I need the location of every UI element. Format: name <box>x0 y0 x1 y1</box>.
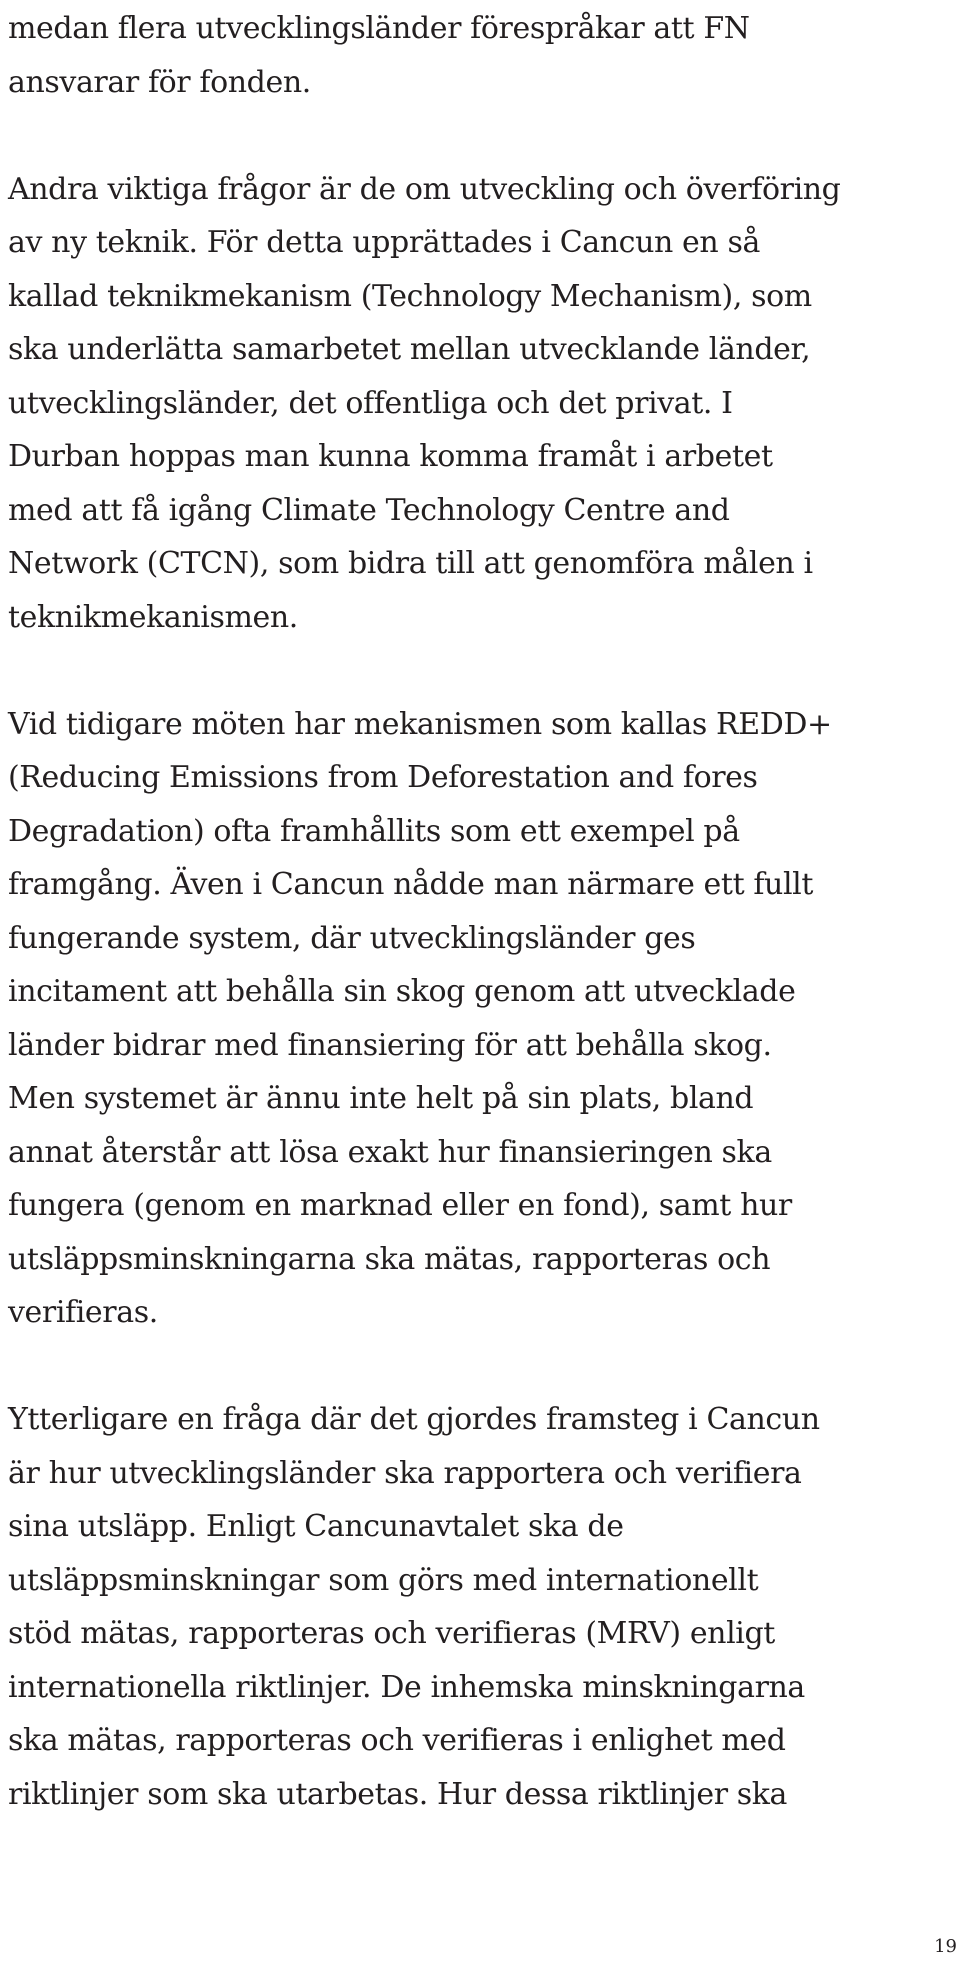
text-line: fungerande system, där utvecklingsländer ges <box>8 920 696 956</box>
text-line: av ny teknik. För detta upprättades i Cancun en så <box>8 225 760 260</box>
paragraph-gap <box>8 644 841 698</box>
text-line: ansvarar för fonden. <box>8 64 311 100</box>
paragraph-gap <box>8 109 841 163</box>
text-line: riktlinjer som ska utarbetas. Hur dessa riktlinjer ska <box>8 1776 788 1812</box>
text-line: fungera (genom en marknad eller en fond), samt hur <box>8 1188 792 1223</box>
text-line: Durban hoppas man kunna komma framåt i arbetet <box>8 439 773 474</box>
text-line: Men systemet är ännu inte helt på sin plats, bland <box>8 1081 754 1116</box>
text-line: Network (CTCN), som bidra till att genomföra målen i <box>8 546 813 581</box>
text-line: sina utsläpp. Enligt Cancunavtalet ska de <box>8 1509 624 1544</box>
text-line: verifieras. <box>8 1295 158 1330</box>
text-line: incitament att behålla sin skog genom att utvecklade <box>8 974 796 1009</box>
text-line: ska mätas, rapporteras och verifieras i enlighet med <box>8 1723 786 1758</box>
text-line: stöd mätas, rapporteras och verifieras (MRV) enligt <box>8 1616 775 1651</box>
body-text <box>8 2 841 1821</box>
text-line: kallad teknikmekanism (Technology Mechanism), som <box>8 278 812 314</box>
text-line: teknikmekanismen. <box>8 599 298 635</box>
page-number: 19 <box>934 1936 957 1957</box>
text-line: medan flera utvecklingsländer förespråkar att FN <box>8 11 750 46</box>
paragraph-gap <box>8 1340 841 1394</box>
text-line: (Reducing Emissions from Deforestation and fores <box>8 760 758 795</box>
text-line: Andra viktiga frågor är de om utveckling och överföring <box>8 171 841 207</box>
text-line: Vid tidigare möten har mekanismen som kallas REDD+ <box>8 706 832 742</box>
text-line: utsläppsminskningarna ska mätas, rapporteras och <box>8 1241 771 1277</box>
text-line: utvecklingsländer, det offentliga och det privat. I <box>8 385 733 421</box>
text-line: utsläppsminskningar som görs med internationellt <box>8 1562 759 1598</box>
text-line: med att få igång Climate Technology Centre and <box>8 492 730 528</box>
text-line: framgång. Även i Cancun nådde man närmare ett fullt <box>8 867 814 902</box>
text-line: internationella riktlinjer. De inhemska minskningarna <box>8 1669 805 1705</box>
text-line: länder bidrar med finansiering för att behålla skog. <box>8 1027 772 1063</box>
text-line: är hur utvecklingsländer ska rapportera och verifiera <box>8 1455 802 1491</box>
text-line: Ytterligare en fråga där det gjordes framsteg i Cancun <box>8 1402 820 1437</box>
text-line: ska underlätta samarbetet mellan utvecklande länder, <box>8 332 811 367</box>
text-line: Degradation) ofta framhållits som ett exempel på <box>8 813 740 849</box>
text-line: annat återstår att lösa exakt hur finansieringen ska <box>8 1134 772 1170</box>
